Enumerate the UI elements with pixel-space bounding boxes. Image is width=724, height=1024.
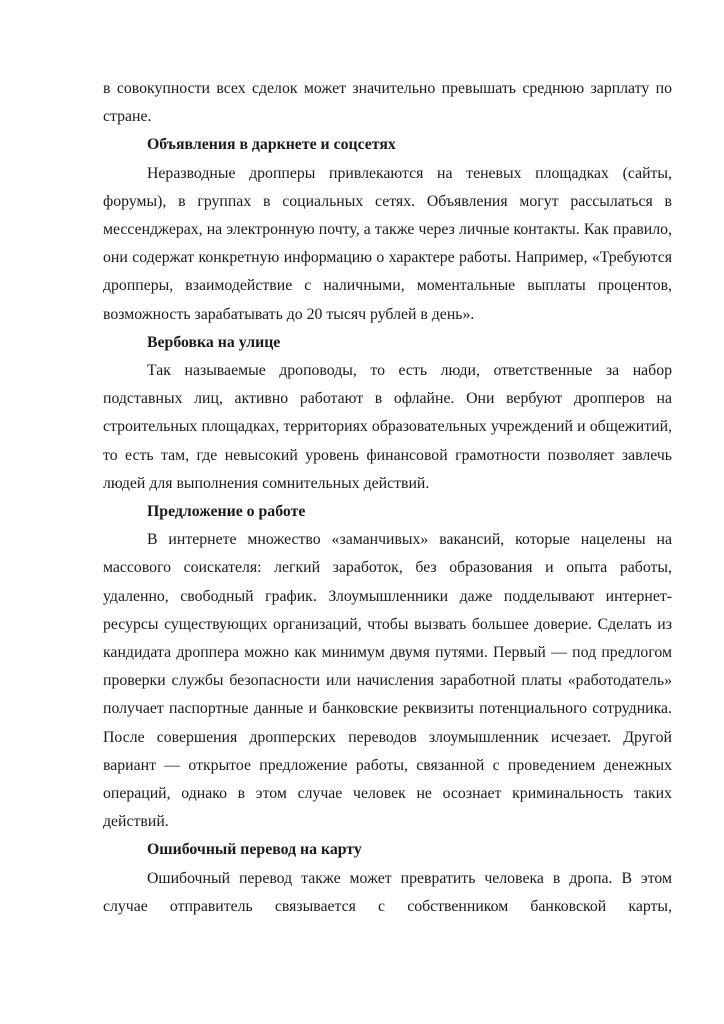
section-paragraph-mistaken-transfer: Ошибочный перевод также может превратить человека в дропа. В этом случае отправитель связывается с собственником банковской карты, [103, 869, 672, 915]
document-body [103, 75, 672, 921]
section-heading-darknet: Объявления в даркнете и соцсетях [147, 136, 396, 154]
section-heading-street: Вербовка на улице [147, 333, 281, 351]
section-heading-mistaken-transfer: Ошибочный перевод на карту [147, 841, 362, 859]
section-heading-job-offer: Предложение о работе [147, 503, 306, 521]
section-paragraph-job-offer: В интернете множество «заманчивых» вакансий, которые нацелены на массового соискателя: легкий заработок, без образования и опыта работы, удаленно, свободный график. Злоумышленники даже подделывают интернет-ресурсы существующих организаций, чтобы вызвать большее доверие. Сделать из кандидата дроппера можно как минимум двумя путями. Первый — под предлогом проверки службы безопасности или начисления заработной платы «работодатель» получает паспортные данные и банковские реквизиты потенциального сотрудника. После совершения дропперских переводов злоумышленник исчезает. Другой вариант — открытое предложение работы, связанной с проведением денежных операций, однако в этом случае человек не осознает криминальность таких действий. [103, 531, 672, 831]
section-paragraph-street: Так называемые дроповоды, то есть люди, ответственные за набор подставных лиц, активно работают в офлайне. Они вербуют дропперов на строительных площадках, территориях образовательных учреждений и общежитий, то есть там, где невысокий уровень финансовой грамотности позволяет завлечь людей для выполнения сомнительных действий. [103, 362, 672, 492]
section-paragraph-darknet: Неразводные дропперы привлекаются на теневых площадках (сайты, форумы), в группах в социальных сетях. Объявления могут рассылаться в мессенджерах, на электронную почту, а также через личные контакты. Как правило, они содержат конкретную информацию о характере работы. Например, «Требуются дропперы, взаимодействие с наличными, моментальные выплаты процентов, возможность зарабатывать до 20 тысяч рублей в день». [103, 164, 672, 323]
continuation-paragraph: в совокупности всех сделок может значительно превышать среднюю зарплату по стране. [103, 80, 672, 126]
